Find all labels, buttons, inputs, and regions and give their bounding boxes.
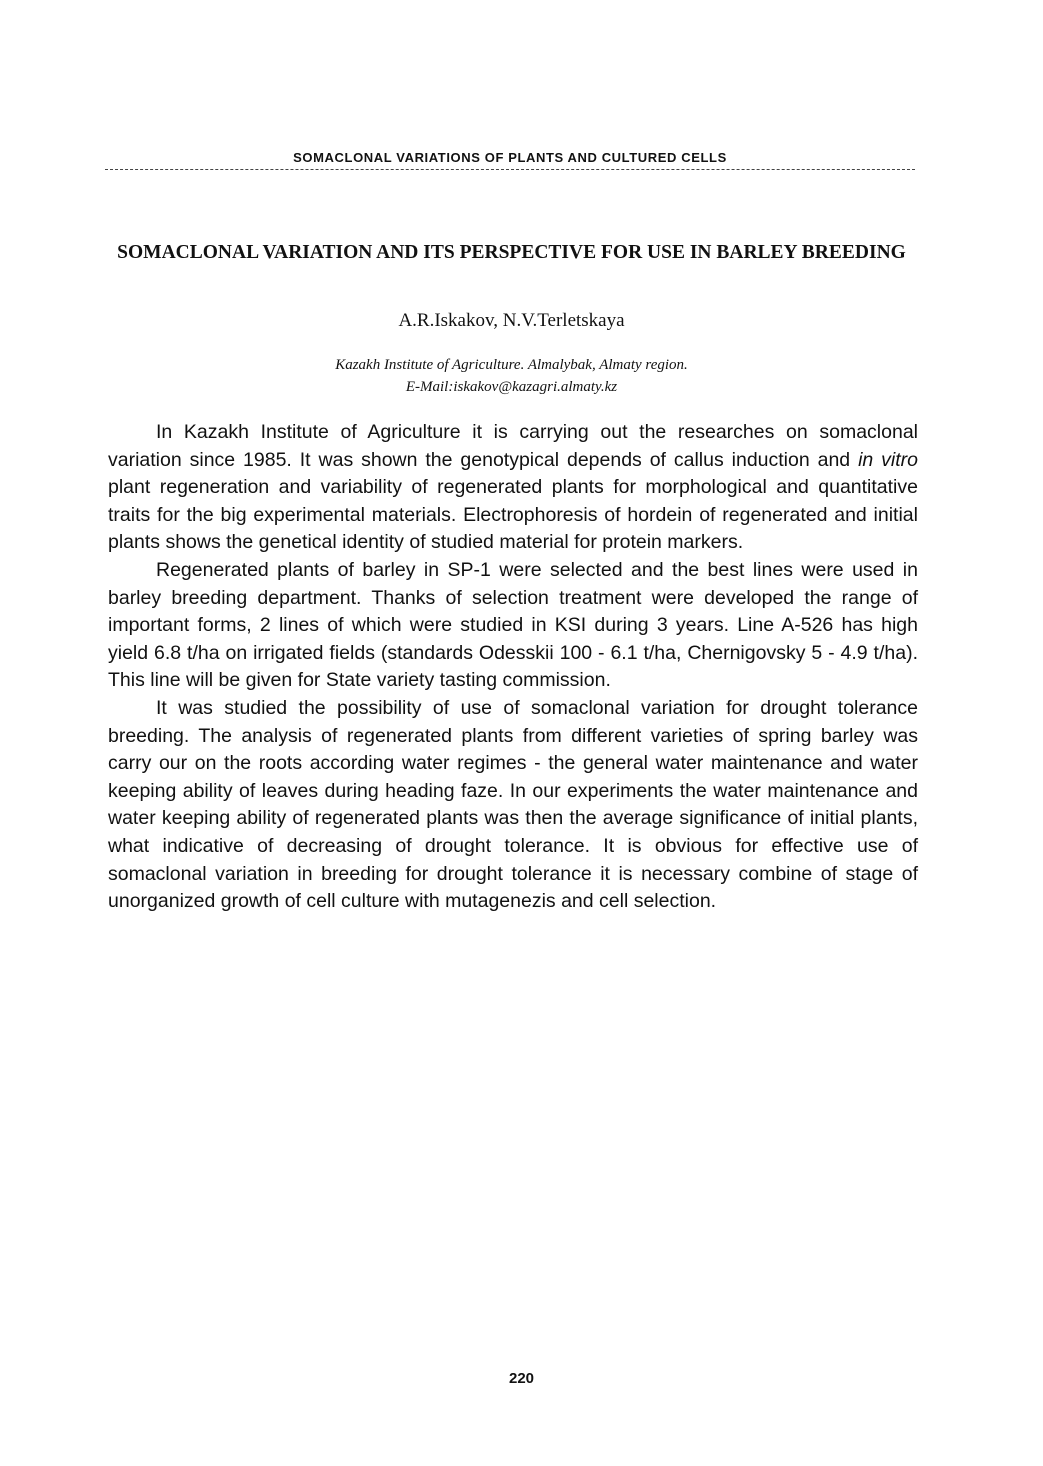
running-header: SOMACLONAL VARIATIONS OF PLANTS AND CULTURED CELLS [105, 150, 915, 170]
affiliation [100, 354, 923, 398]
paragraph-1-text-b: plant regeneration and variability of regenerated plants for morphological and quantitative traits for the big experimental materials. Electrophoresis of hordein of regenerated and initial plants shows the genetical identity of studied material for protein markers. [108, 476, 918, 554]
page-number: 220 [508, 1370, 535, 1387]
affiliation-email: E-Mail:iskakov@kazagri.almaty.kz [405, 379, 618, 395]
article-body [108, 419, 918, 916]
paragraph-1-italic: in vitro [858, 448, 919, 471]
article-title: SOMACLONAL VARIATION AND ITS PERSPECTIVE FOR USE IN BARLEY BREEDING [117, 242, 906, 263]
paragraph-3: It was studied the possibility of use of somaclonal variation for drought tolerance breeding. The analysis of regenerated plants from different varieties of spring barley was carry our on the roots according water regimes - the general water maintenance and water keeping ability of leaves during heading faze. In our experiments the water maintenance and water keeping ability of regenerated plants was then the average significance of initial plants, what indicative of decreasing of drought tolerance. It is obvious for effective use of somaclonal variation in breeding for drought tolerance it is necessary combine of stage of unorganized growth of cell culture with mutagenezis and cell selection. [108, 696, 918, 913]
paragraph-1-text-a: In Kazakh Institute of Agriculture it is carrying out the researches on somaclonal variation since 1985. It was shown the genotypical depends of callus induction and [108, 421, 918, 471]
paragraph-1 [108, 419, 918, 557]
authors: A.R.Iskakov, N.V.Terletskaya [398, 310, 625, 331]
paragraph-2: Regenerated plants of barley in SP-1 were selected and the best lines were used in barley breeding department. Thanks of selection treatment were developed the range of important forms, 2 lines of which were studied in KSI during 3 years. Line A-526 has high yield 6.8 t/ha on irrigated fields (standards Odesskii 100 - 6.1 t/ha, Chernigovsky 5 - 4.9 t/ha). This line will be given for State variety tasting commission. [108, 558, 918, 692]
affiliation-institute: Kazakh Institute of Agriculture. Almalybak, Almaty region. [335, 357, 688, 373]
